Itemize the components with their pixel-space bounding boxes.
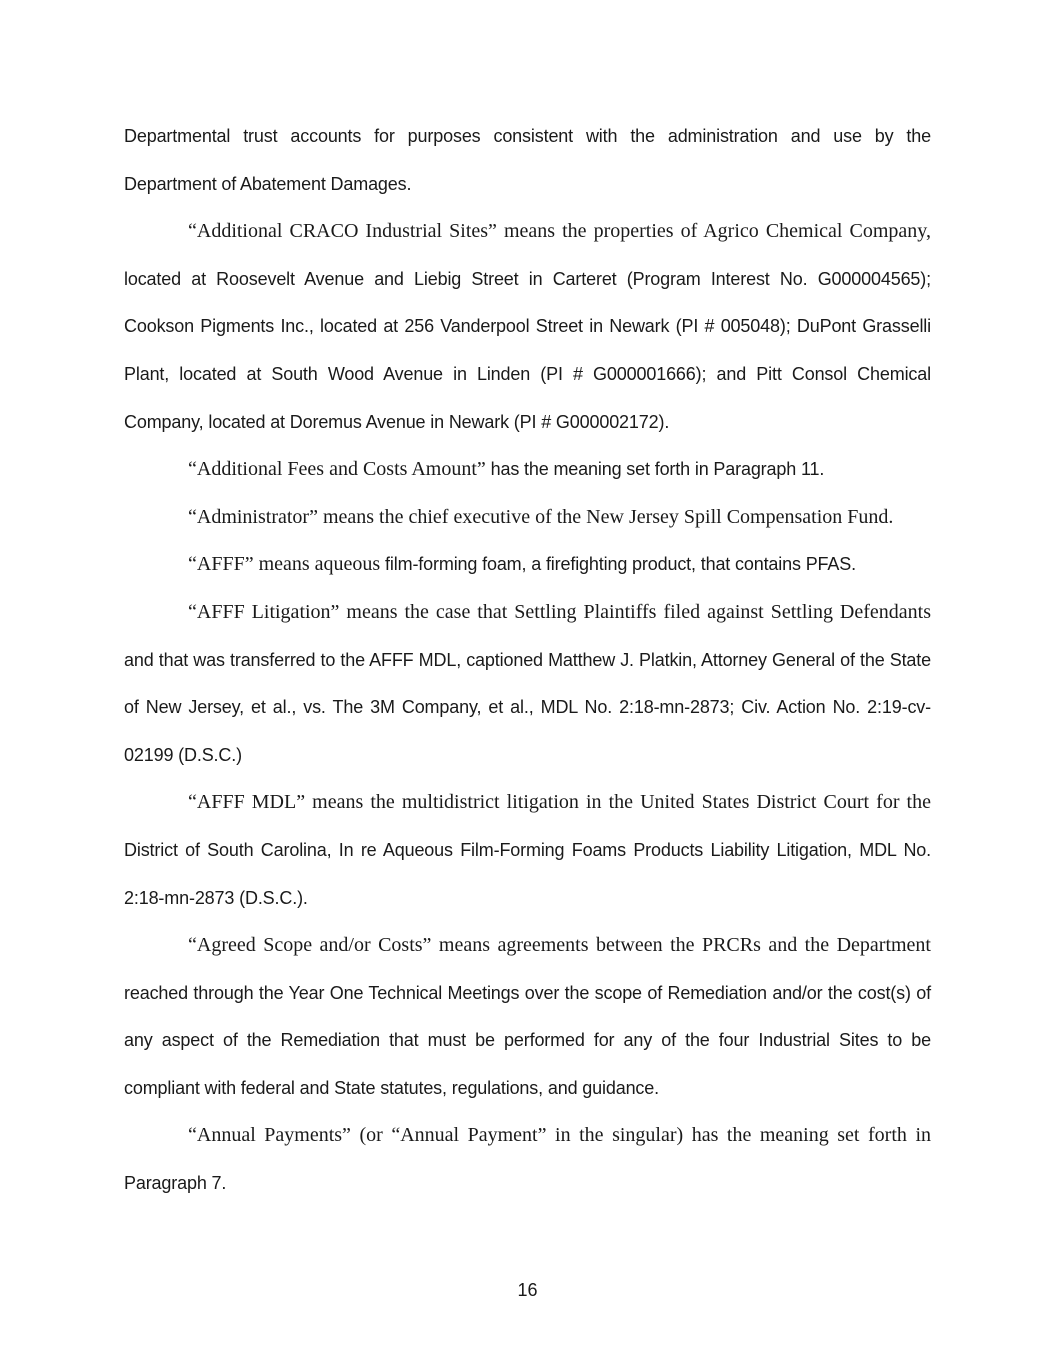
definition-term-lead: “AFFF Litigation” means the case that Settling Plaintiffs filed against Settling Defendants [188,600,931,623]
definition-term-lead: “Additional Fees and Costs Amount” [188,458,486,481]
paragraph-body: District of South Carolina, In re Aqueous Film-Forming Foams Products Liability Litigation, MDL No. 2:18-mn-2873 (D.S.C.). [124,839,931,908]
paragraph-additional-craco-industrial-sites [124,208,931,446]
paragraph-annual-payments [124,1112,931,1207]
page-number: 16 [517,1280,538,1300]
paragraph-agreed-scope-and-costs [124,922,931,1112]
definition-term-lead: “Additional CRACO Industrial Sites” means the properties of Agrico Chemical Company, [188,220,931,243]
definition-term-lead: “Administrator” means the chief executive of the New Jersey Spill Compensation Fund. [188,505,894,528]
paragraph-body: film-forming foam, a firefighting product, that contains PFAS. [380,554,856,575]
paragraph-body: and that was transferred to the AFFF MDL, captioned Matthew J. Platkin, Attorney General of the State of New Jersey, et al., vs. The 3M Company, et al., MDL No. 2:18-mn-2873; Civ. Action No. 2:19-cv-02199 (D.S.C.) [124,649,931,765]
paragraph-body: Departmental trust accounts for purposes consistent with the administration and use by the Department of Abatement Damages. [124,126,931,194]
document-page [124,113,931,1208]
definition-term-lead: “Agreed Scope and/or Costs” means agreements between the PRCRs and the Department [188,934,931,957]
paragraph-afff-mdl [124,779,931,922]
paragraph-body: has the meaning set forth in Paragraph 11. [485,459,825,480]
definition-term-lead: “AFFF” means aqueous [188,553,381,576]
paragraph-departmental-trust [124,113,931,208]
paragraph-body: located at Roosevelt Avenue and Liebig Street in Carteret (Program Interest No. G000004565); Cookson Pigments Inc., located at 256 Vanderpool Street in Newark (PI # 005048); DuPont Grasselli Plant, located at South Wood Avenue in Linden (PI # G000001666); and Pitt Consol Chemical Company, located at Doremus Avenue in Newark (PI # G000002172). [124,268,931,432]
paragraph-body: Paragraph 7. [124,1173,227,1194]
paragraph-afff [124,541,931,589]
paragraph-additional-fees-and-costs [124,446,931,494]
paragraph-body: reached through the Year One Technical Meetings over the scope of Remediation and/or the cost(s) of any aspect of the Remediation that must be performed for any of the four Industrial Sites to be compliant with federal and State statutes, regulations, and guidance. [124,982,931,1098]
paragraph-administrator [124,494,931,542]
paragraph-afff-litigation [124,589,931,779]
definition-term-lead: “Annual Payments” (or “Annual Payment” in the singular) has the meaning set forth in [188,1124,931,1147]
definition-term-lead: “AFFF MDL” means the multidistrict litigation in the United States District Court for the [188,791,931,814]
